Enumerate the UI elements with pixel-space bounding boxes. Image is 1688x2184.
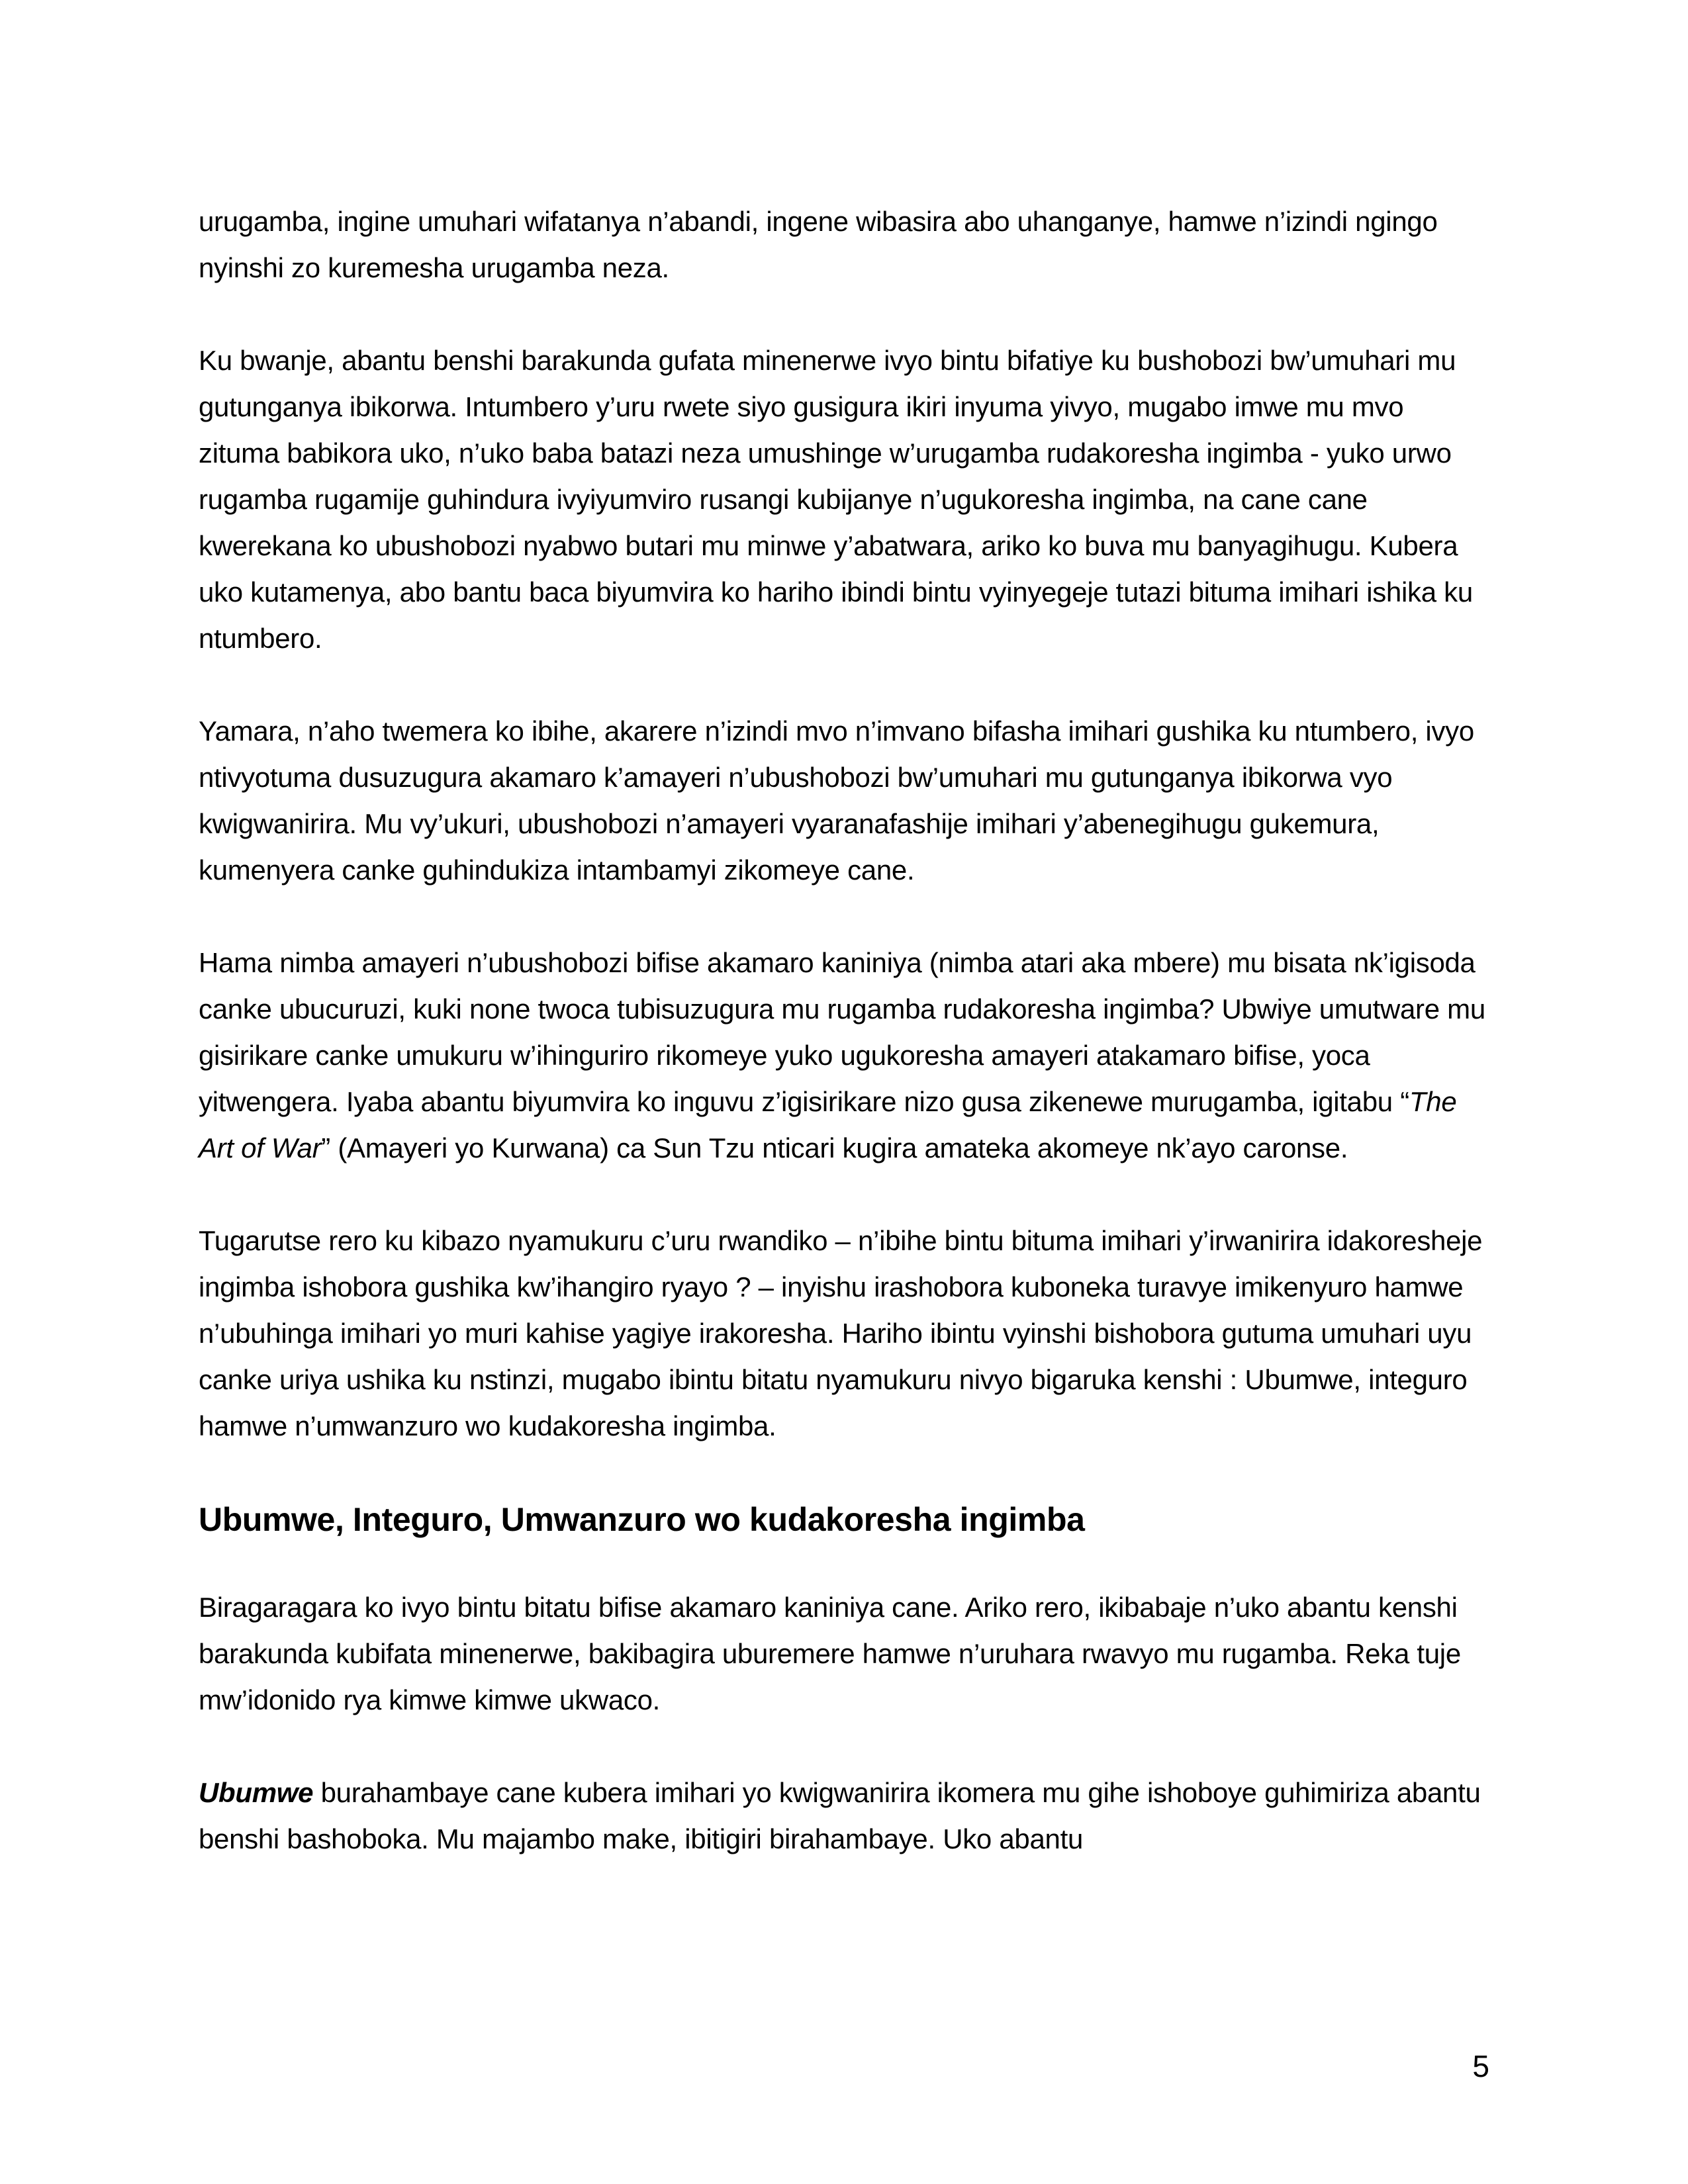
paragraph-4-text-a: Hama nimba amayeri n’ubushobozi bifise akamaro kaniniya (nimba atari aka mbere) mu bisata nk’igisoda canke ubucuruzi, kuki none twoca tubisuzugura mu rugamba rudakoresha ingimba? Ubwiye umutware mu gisirikare canke umukuru w’ihinguriro rikomeye yuko ugukoresha amayeri atakamaro bifise, yoca yitwengera. Iyaba abantu biyumvira ko inguvu z’igisirikare nizo gusa zikenewe murugamba, igitabu “ <box>199 947 1485 1117</box>
paragraph-7 <box>199 1770 1489 1862</box>
paragraph-5: Tugarutse rero ku kibazo nyamukuru c’uru rwandiko – n’ibihe bintu bituma imihari y’irwanirira idakoresheje ingimba ishobora gushika kw’ihangiro ryayo ? – inyishu irashobora kuboneka turavye imikenyuro hamwe n’ubuhinga imihari yo muri kahise yagiye irakoresha. Hariho ibintu vyinshi bishobora gutuma umuhari uyu canke uriya ushika ku nstinzi, mugabo ibintu bitatu nyamukuru nivyo bigaruka kenshi : Ubumwe, integuro hamwe n’umwanzuro wo kudakoresha ingimba. <box>199 1225 1483 1441</box>
book-title-italic: The Art of War <box>199 1086 1457 1163</box>
paragraph-3: Yamara, n’aho twemera ko ibihe, akarere n’izindi mvo n’imvano bifasha imihari gushika ku ntumbero, ivyo ntivyotuma dusuzugura akamaro k’amayeri n’ubushobozi bw’umuhari mu gutunganya ibikorwa vyo kwigwanirira. Mu vy’ukuri, ubushobozi n’amayeri vyaranafashije imihari y’abenegihugu gukemura, kumenyera canke guhindukiza intambamyi zikomeye cane. <box>199 715 1474 886</box>
paragraph-2: Ku bwanje, abantu benshi barakunda gufata minenerwe ivyo bintu bifatiye ku bushobozi bw’umuhari mu gutunganya ibikorwa. Intumbero y’uru rwete siyo gusigura ikiri inyuma yivyo, mugabo imwe mu mvo zituma babikora uko, n’uko baba batazi neza umushinge w’urugamba rudakoresha ingimba - yuko urwo rugamba rugamije guhindura ivyiyumviro rusangi kubijanye n’ugukoresha ingimba, na cane cane kwerekana ko ubushobozi nyabwo butari mu minwe y’abatwara, ariko ko buva mu banyagihugu. Kubera uko kutamenya, abo bantu baca biyumvira ko hariho ibindi bintu vyinyegeje tutazi bituma imihari ishika ku ntumbero. <box>199 345 1473 654</box>
page-number: 5 <box>1472 2049 1489 2083</box>
section-heading: Ubumwe, Integuro, Umwanzuro wo kudakoresha ingimba <box>199 1501 1085 1538</box>
keyword-bold-italic: Ubumwe <box>199 1777 314 1808</box>
document-page <box>199 199 1489 1862</box>
paragraph-6: Biragaragara ko ivyo bintu bitatu bifise akamaro kaniniya cane. Ariko rero, ikibabaje n’uko abantu kenshi barakunda kubifata minenerwe, bakibagira uburemere hamwe n’uruhara rwavyo mu rugamba. Reka tuje mw’idonido rya kimwe kimwe ukwaco. <box>199 1592 1461 1715</box>
paragraph-7-text: burahambaye cane kubera imihari yo kwigwanirira ikomera mu gihe ishoboye guhimiriza abantu benshi bashoboka. Mu majambo make, ibitigiri birahambaye. Uko abantu <box>199 1777 1481 1854</box>
paragraph-1: urugamba, ingine umuhari wifatanya n’abandi, ingene wibasira abo uhanganye, hamwe n’izindi ngingo nyinshi zo kuremesha urugamba neza. <box>199 206 1438 283</box>
paragraph-4 <box>199 940 1489 1171</box>
paragraph-4-text-b: ” (Amayeri yo Kurwana) ca Sun Tzu nticari kugira amateka akomeye nk’ayo caronse. <box>321 1132 1348 1163</box>
